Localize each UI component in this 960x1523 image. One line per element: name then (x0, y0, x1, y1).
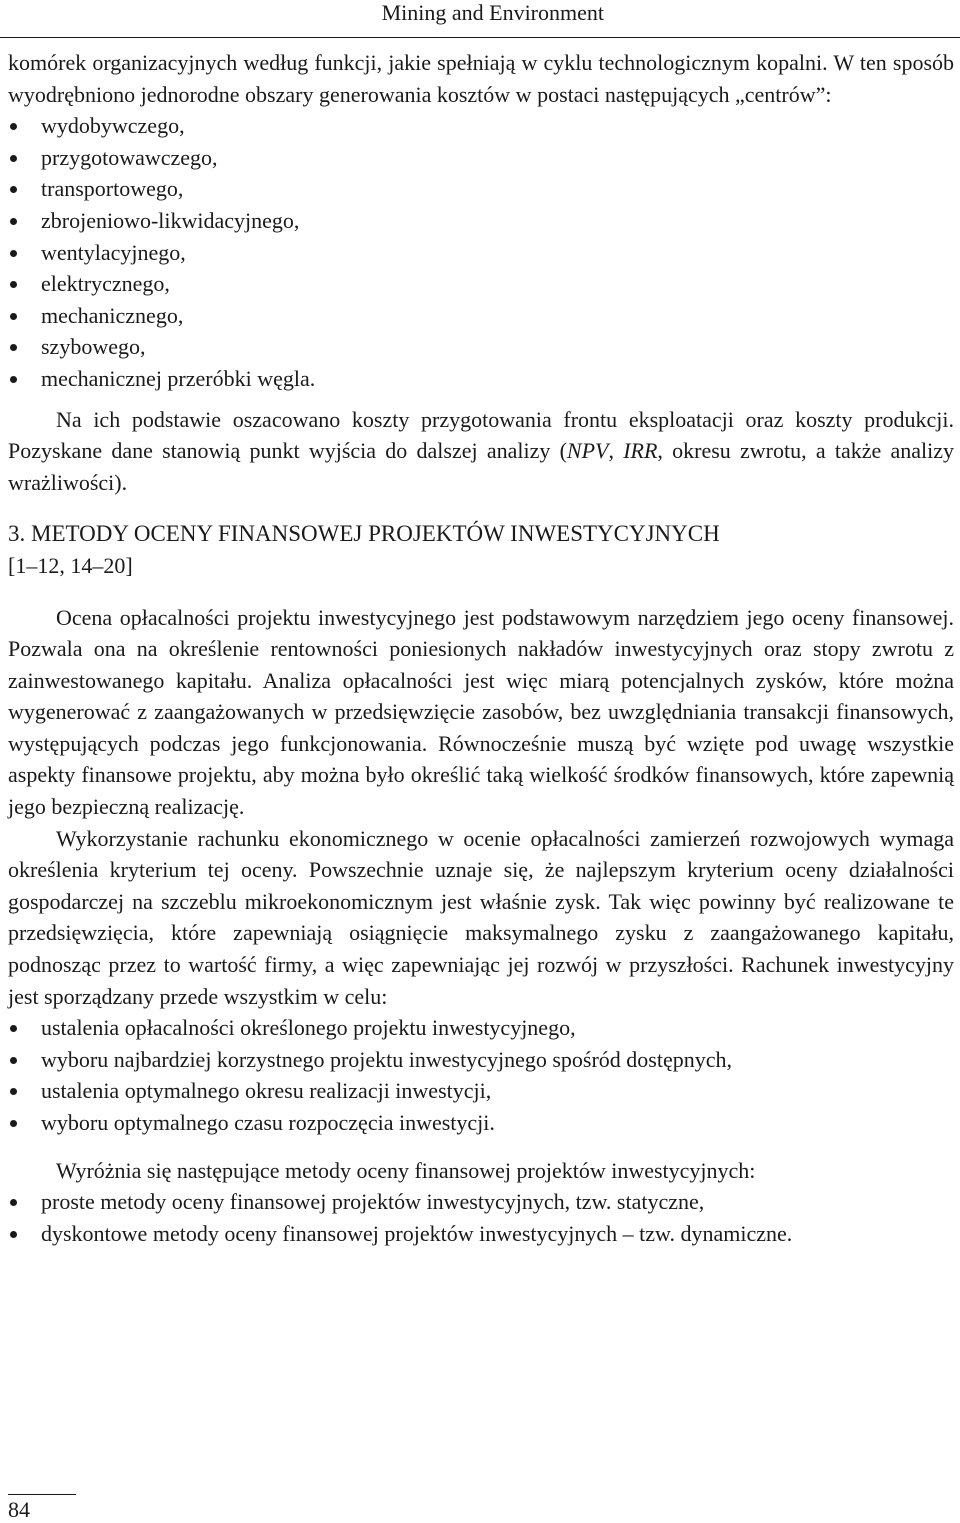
page-number: 84 (8, 1497, 30, 1522)
list-item: szybowego, (8, 331, 954, 363)
paragraph-cost-estimation: Na ich podstawie oszacowano koszty przygotowania frontu eksploatacji oraz koszty produkcji. Pozyskane dane stanowią punkt wyjścia do dalszej analizy (NPV, IRR, okresu zwrotu, a także analizy wrażliwości). (8, 406, 954, 495)
list-item: mechanicznej przeróbki węgla. (8, 363, 954, 395)
list-item: zbrojeniowo-likwidacyjnego, (8, 205, 954, 237)
list-item: przygotowawczego, (8, 142, 954, 174)
irr-term: IRR (623, 438, 658, 464)
paragraph-intro: komórek organizacyjnych według funkcji, jakie spełniają w cyklu technologicznym kopalni. W ten sposób wyodrębniono jednorodne obszary generowania kosztów w postaci następujących „centrów”: (8, 50, 954, 107)
cost-centers-list (8, 110, 954, 394)
list-item: mechanicznego, (8, 300, 954, 332)
list-item: transportowego, (8, 173, 954, 205)
article-body (8, 47, 954, 1249)
npv-term: NPV (566, 438, 609, 464)
paragraph-methods-intro: Wyróżnia się następujące metody oceny finansowej projektów inwestycyjnych: (56, 1157, 756, 1183)
list-item: ustalenia opłacalności określonego projektu inwestycyjnego, (8, 1012, 954, 1044)
page-header (0, 0, 960, 38)
list-item: ustalenia optymalnego okresu realizacji inwestycji, (8, 1075, 954, 1107)
section-references: [1–12, 14–20] (8, 552, 133, 578)
list-item: elektrycznego, (8, 268, 954, 300)
list-item: wentylacyjnego, (8, 237, 954, 269)
section-heading: 3. METODY OCENY FINANSOWEJ PROJEKTÓW INWESTYCYJNYCH (8, 521, 720, 547)
paragraph-economic-calculus: Wykorzystanie rachunku ekonomicznego w ocenie opłacalności zamierzeń rozwojowych wymaga określenia kryterium tej oceny. Powszechnie uznaje się, że najlepszym kryterium oceny działalności gospodarczej na szczeblu mikroekonomicznym jest właśnie zysk. Tak więc powinny być realizowane te przedsięwzięcia, które zapewniają osiągnięcie maksymalnego zysku z zaangażowanego kapitału, podnosząc przez to wartość firmy, a więc zapewniając jej rozwój w przyszłości. Rachunek inwestycyjny jest sporządzany przede wszystkim w celu: (8, 825, 954, 1009)
list-item: wyboru optymalnego czasu rozpoczęcia inwestycji. (8, 1107, 954, 1139)
methods-list (8, 1186, 954, 1249)
list-item: dyskontowe metody oceny finansowej projektów inwestycyjnych – tzw. dynamiczne. (8, 1218, 954, 1250)
list-item: proste metody oceny finansowej projektów inwestycyjnych, tzw. statyczne, (8, 1186, 954, 1218)
investment-goals-list (8, 1012, 954, 1138)
paragraph-profitability: Ocena opłacalności projektu inwestycyjnego jest podstawowym narzędziem jego oceny finansowej. Pozwala ona na określenie rentowności poniesionych nakładów inwestycyjnych oraz stopy zwrotu z zainwestowanego kapitału. Analiza opłacalności jest więc miarą potencjalnych zysków, które można wygenerować z zaangażowanych w przedsięwzięcie zasobów, bez uwzględniania transakcji finansowych, występujących podczas jego funkcjonowania. Równocześnie muszą być wzięte pod uwagę wszystkie aspekty finansowe projektu, aby można było określić taką wielkość środków finansowych, które zapewnią jego bezpieczną realizację. (8, 604, 954, 820)
list-item: wyboru najbardziej korzystnego projektu inwestycyjnego spośród dostępnych, (8, 1044, 954, 1076)
list-item: wydobywczego, (8, 110, 954, 142)
journal-title: Mining and Environment (381, 0, 604, 25)
footer-rule (8, 1494, 76, 1495)
